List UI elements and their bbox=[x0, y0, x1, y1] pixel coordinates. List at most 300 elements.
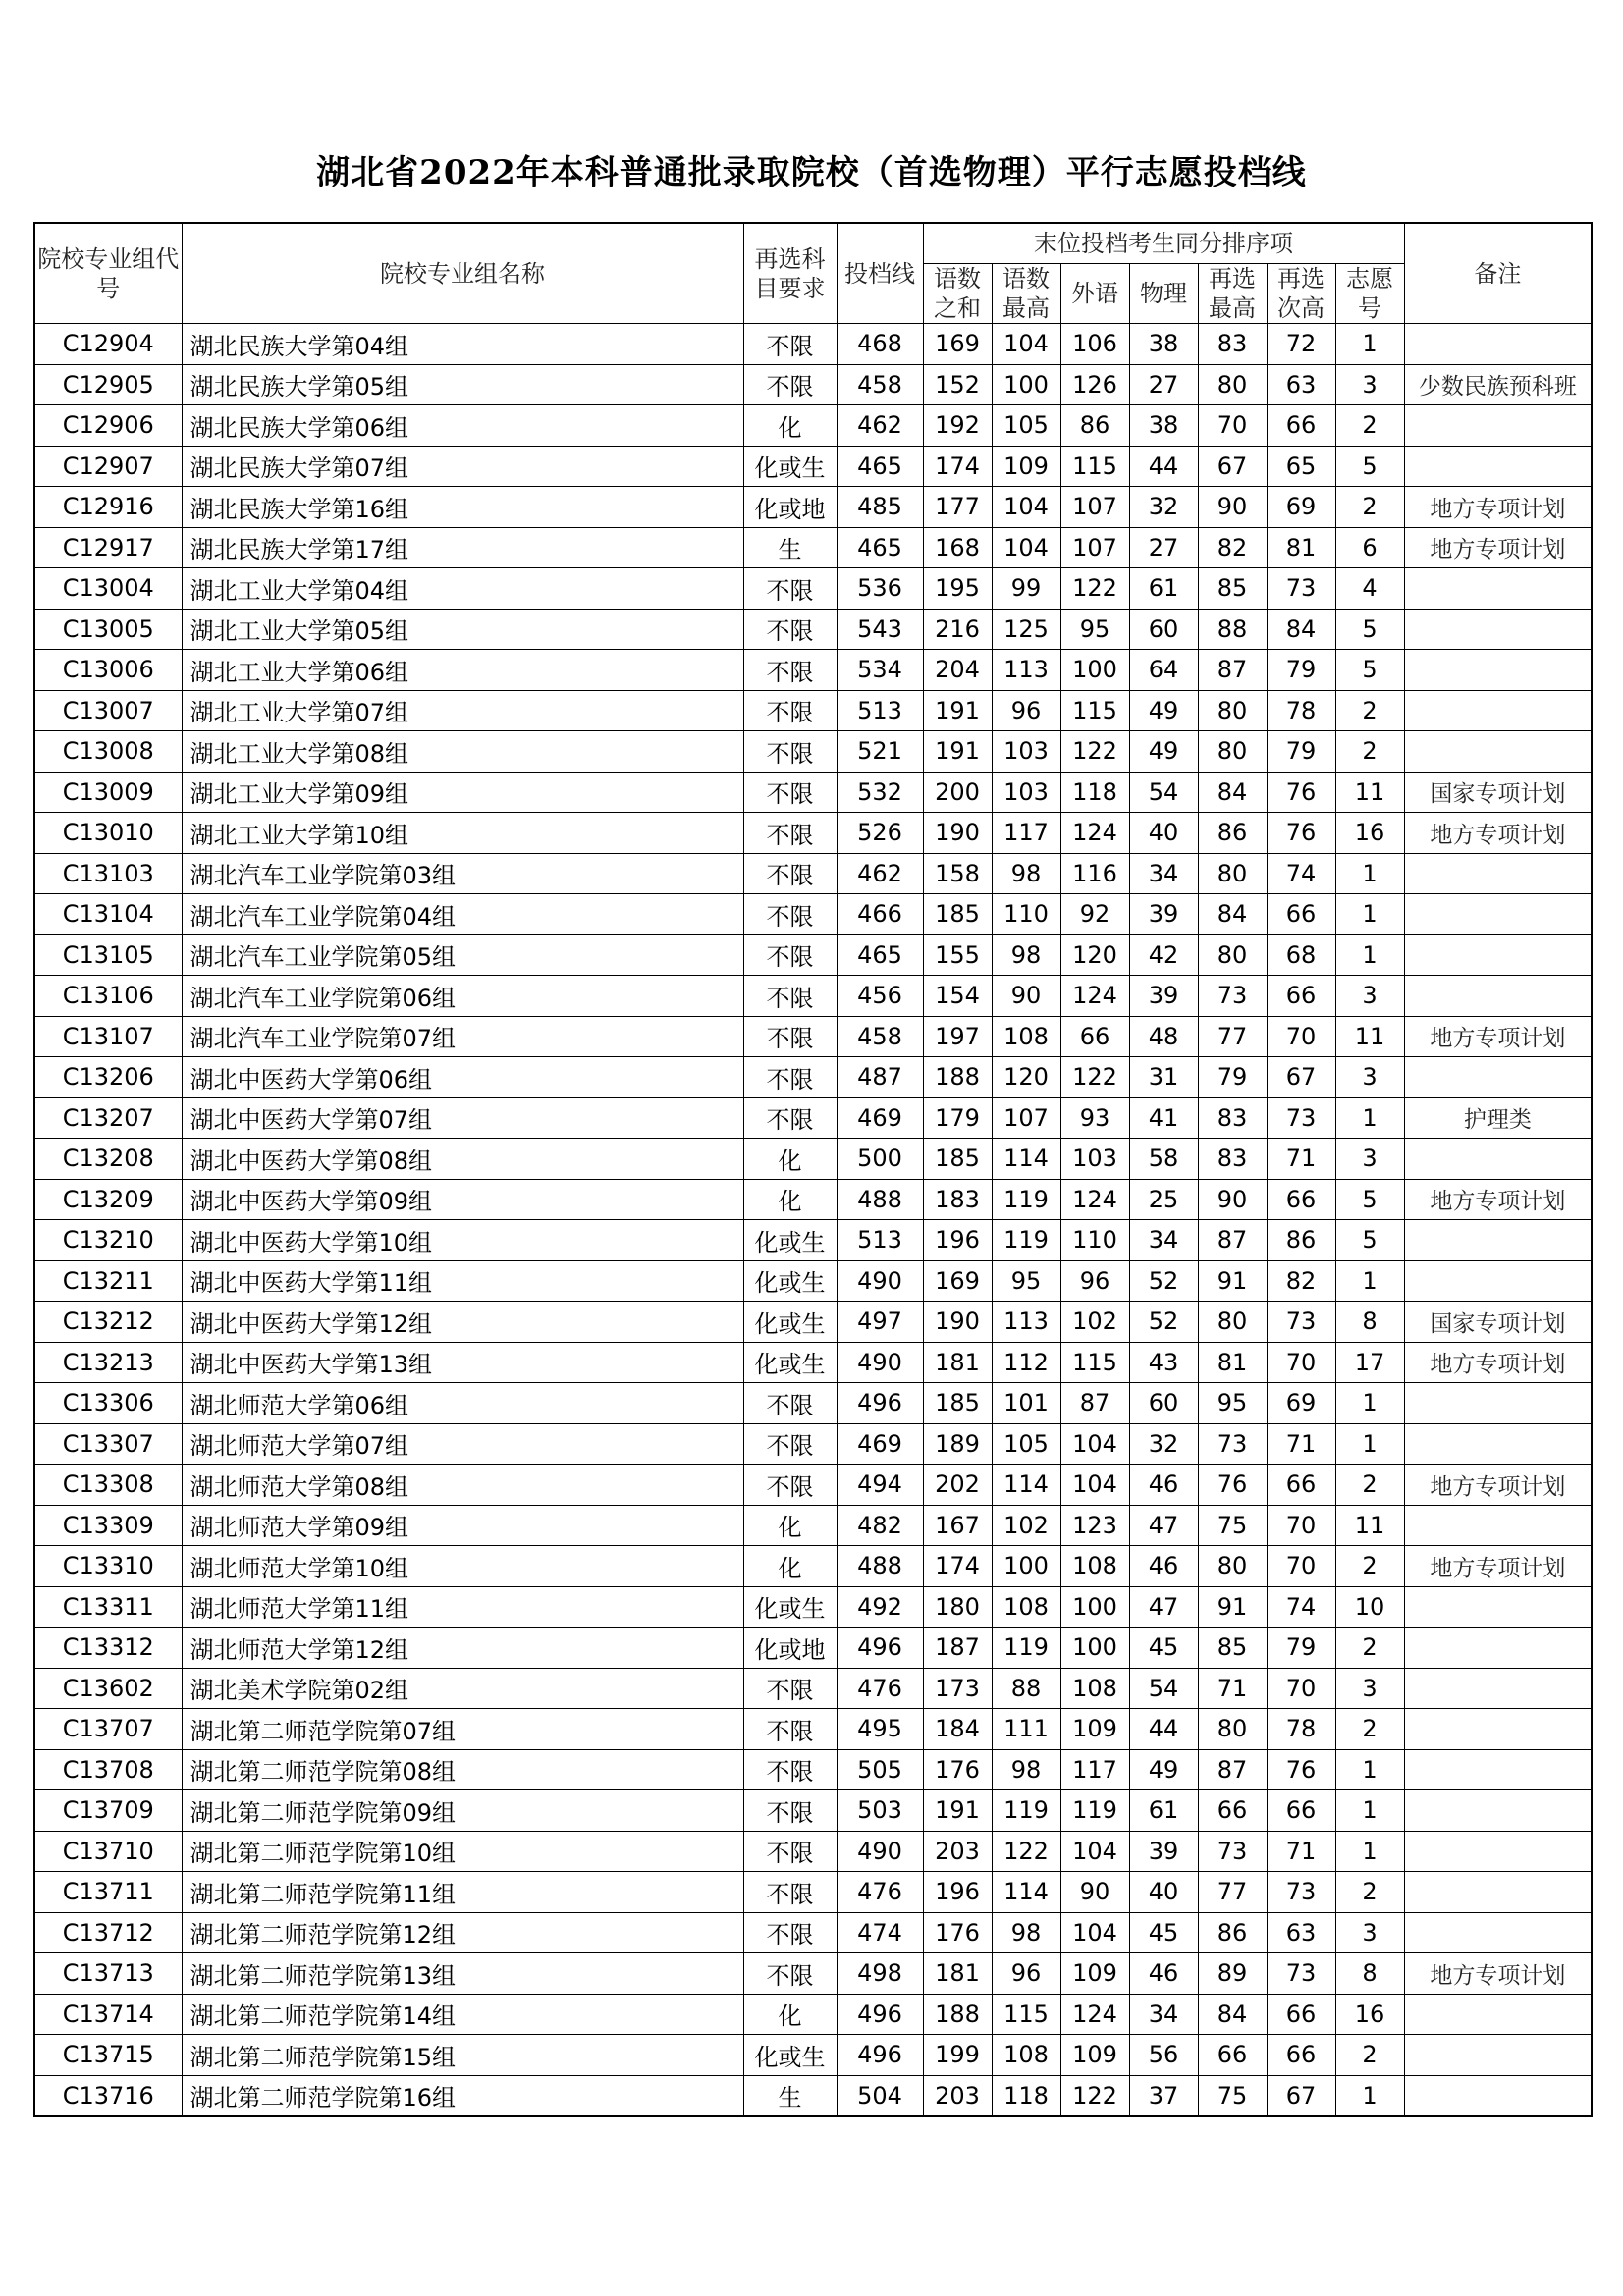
cell-note bbox=[1404, 324, 1592, 365]
table-row bbox=[34, 650, 1592, 691]
cell-chinese-math-max: 103 bbox=[992, 731, 1060, 773]
cell-chinese-math-sum: 185 bbox=[923, 1383, 992, 1424]
cell-code: C13107 bbox=[34, 1016, 182, 1057]
cell-foreign-language: 122 bbox=[1060, 731, 1129, 773]
cell-score: 536 bbox=[837, 568, 923, 610]
cell-foreign-language: 122 bbox=[1060, 2075, 1129, 2116]
header-sub-6: 志愿号 bbox=[1335, 264, 1404, 324]
cell-elective-max: 75 bbox=[1198, 2075, 1267, 2116]
cell-code: C13712 bbox=[34, 1912, 182, 1953]
table-row bbox=[34, 1097, 1592, 1139]
table-row bbox=[34, 731, 1592, 773]
cell-choice-number: 17 bbox=[1335, 1342, 1404, 1383]
cell-score: 465 bbox=[837, 446, 923, 487]
cell-note bbox=[1404, 1423, 1592, 1465]
table-row bbox=[34, 446, 1592, 487]
cell-score: 490 bbox=[837, 1831, 923, 1872]
cell-choice-number: 1 bbox=[1335, 853, 1404, 894]
cell-code: C13715 bbox=[34, 2035, 182, 2076]
table-row bbox=[34, 364, 1592, 405]
cell-elective-max: 66 bbox=[1198, 2035, 1267, 2076]
cell-elective-max: 86 bbox=[1198, 813, 1267, 854]
cell-foreign-language: 109 bbox=[1060, 1953, 1129, 1995]
cell-name: 湖北民族大学第17组 bbox=[182, 527, 743, 568]
cell-name: 湖北民族大学第04组 bbox=[182, 324, 743, 365]
cell-physics: 60 bbox=[1129, 1383, 1198, 1424]
table-row bbox=[34, 1383, 1592, 1424]
cell-name: 湖北中医药大学第08组 bbox=[182, 1139, 743, 1180]
cell-chinese-math-sum: 188 bbox=[923, 1057, 992, 1098]
cell-name: 湖北工业大学第06组 bbox=[182, 650, 743, 691]
cell-foreign-language: 96 bbox=[1060, 1260, 1129, 1302]
cell-code: C13709 bbox=[34, 1790, 182, 1832]
cell-score: 490 bbox=[837, 1260, 923, 1302]
cell-code: C13105 bbox=[34, 934, 182, 976]
cell-note bbox=[1404, 976, 1592, 1017]
cell-foreign-language: 115 bbox=[1060, 690, 1129, 731]
cell-requirement: 不限 bbox=[743, 1465, 837, 1506]
cell-physics: 61 bbox=[1129, 1790, 1198, 1832]
cell-chinese-math-sum: 152 bbox=[923, 364, 992, 405]
cell-requirement: 化或生 bbox=[743, 2035, 837, 2076]
cell-name: 湖北师范大学第06组 bbox=[182, 1383, 743, 1424]
cell-name: 湖北美术学院第02组 bbox=[182, 1668, 743, 1709]
cell-requirement: 不限 bbox=[743, 324, 837, 365]
cell-code: C13602 bbox=[34, 1668, 182, 1709]
cell-chinese-math-max: 109 bbox=[992, 446, 1060, 487]
cell-elective-second: 73 bbox=[1267, 568, 1335, 610]
cell-score: 496 bbox=[837, 1628, 923, 1669]
cell-code: C13207 bbox=[34, 1097, 182, 1139]
cell-score: 458 bbox=[837, 1016, 923, 1057]
cell-requirement: 不限 bbox=[743, 1423, 837, 1465]
cell-requirement: 生 bbox=[743, 527, 837, 568]
cell-code: C13009 bbox=[34, 772, 182, 813]
cell-name: 湖北师范大学第11组 bbox=[182, 1586, 743, 1628]
table-row bbox=[34, 1953, 1592, 1995]
cell-elective-second: 79 bbox=[1267, 650, 1335, 691]
cell-choice-number: 3 bbox=[1335, 1912, 1404, 1953]
cell-chinese-math-sum: 202 bbox=[923, 1465, 992, 1506]
cell-chinese-math-max: 112 bbox=[992, 1342, 1060, 1383]
cell-note bbox=[1404, 1912, 1592, 1953]
cell-code: C13307 bbox=[34, 1423, 182, 1465]
cell-code: C13104 bbox=[34, 894, 182, 935]
cell-choice-number: 5 bbox=[1335, 609, 1404, 650]
cell-name: 湖北汽车工业学院第03组 bbox=[182, 853, 743, 894]
header-sub-0: 语数之和 bbox=[923, 264, 992, 324]
cell-foreign-language: 66 bbox=[1060, 1016, 1129, 1057]
cell-elective-max: 71 bbox=[1198, 1668, 1267, 1709]
cell-chinese-math-max: 119 bbox=[992, 1220, 1060, 1261]
cell-elective-second: 81 bbox=[1267, 527, 1335, 568]
cell-physics: 61 bbox=[1129, 568, 1198, 610]
cell-name: 湖北中医药大学第11组 bbox=[182, 1260, 743, 1302]
cell-elective-max: 79 bbox=[1198, 1057, 1267, 1098]
cell-elective-max: 75 bbox=[1198, 1505, 1267, 1546]
cell-chinese-math-sum: 185 bbox=[923, 1139, 992, 1180]
cell-elective-max: 81 bbox=[1198, 1342, 1267, 1383]
cell-physics: 46 bbox=[1129, 1465, 1198, 1506]
cell-choice-number: 5 bbox=[1335, 446, 1404, 487]
cell-note: 地方专项计划 bbox=[1404, 487, 1592, 528]
cell-physics: 56 bbox=[1129, 2035, 1198, 2076]
cell-note: 护理类 bbox=[1404, 1097, 1592, 1139]
cell-physics: 31 bbox=[1129, 1057, 1198, 1098]
cell-chinese-math-max: 98 bbox=[992, 934, 1060, 976]
cell-chinese-math-max: 100 bbox=[992, 364, 1060, 405]
cell-code: C12916 bbox=[34, 487, 182, 528]
cell-foreign-language: 92 bbox=[1060, 894, 1129, 935]
cell-chinese-math-sum: 167 bbox=[923, 1505, 992, 1546]
table-row bbox=[34, 1831, 1592, 1872]
header-note: 备注 bbox=[1404, 223, 1592, 324]
cell-physics: 32 bbox=[1129, 1423, 1198, 1465]
cell-foreign-language: 107 bbox=[1060, 487, 1129, 528]
cell-requirement: 化或地 bbox=[743, 487, 837, 528]
cell-elective-max: 80 bbox=[1198, 934, 1267, 976]
cell-choice-number: 2 bbox=[1335, 1628, 1404, 1669]
table-row bbox=[34, 772, 1592, 813]
cell-chinese-math-sum: 203 bbox=[923, 2075, 992, 2116]
cell-foreign-language: 124 bbox=[1060, 1994, 1129, 2035]
cell-score: 497 bbox=[837, 1302, 923, 1343]
cell-chinese-math-max: 108 bbox=[992, 2035, 1060, 2076]
cell-requirement: 不限 bbox=[743, 1872, 837, 1913]
cell-foreign-language: 100 bbox=[1060, 1586, 1129, 1628]
cell-code: C13707 bbox=[34, 1709, 182, 1750]
cell-code: C13212 bbox=[34, 1302, 182, 1343]
cell-choice-number: 11 bbox=[1335, 1505, 1404, 1546]
cell-chinese-math-max: 103 bbox=[992, 772, 1060, 813]
cell-chinese-math-sum: 181 bbox=[923, 1953, 992, 1995]
cell-elective-max: 89 bbox=[1198, 1953, 1267, 1995]
cell-chinese-math-max: 114 bbox=[992, 1139, 1060, 1180]
cell-foreign-language: 122 bbox=[1060, 1057, 1129, 1098]
cell-foreign-language: 104 bbox=[1060, 1831, 1129, 1872]
cell-choice-number: 1 bbox=[1335, 934, 1404, 976]
cell-note bbox=[1404, 1628, 1592, 1669]
cell-choice-number: 8 bbox=[1335, 1953, 1404, 1995]
cell-chinese-math-max: 114 bbox=[992, 1872, 1060, 1913]
cell-note: 地方专项计划 bbox=[1404, 527, 1592, 568]
cell-requirement: 不限 bbox=[743, 1057, 837, 1098]
cell-choice-number: 2 bbox=[1335, 731, 1404, 773]
cell-code: C13312 bbox=[34, 1628, 182, 1669]
cell-chinese-math-sum: 155 bbox=[923, 934, 992, 976]
cell-score: 505 bbox=[837, 1749, 923, 1790]
cell-note: 地方专项计划 bbox=[1404, 1342, 1592, 1383]
cell-name: 湖北中医药大学第12组 bbox=[182, 1302, 743, 1343]
cell-chinese-math-max: 119 bbox=[992, 1179, 1060, 1220]
cell-score: 496 bbox=[837, 1994, 923, 2035]
header-sub-4: 再选最高 bbox=[1198, 264, 1267, 324]
cell-name: 湖北第二师范学院第07组 bbox=[182, 1709, 743, 1750]
cell-choice-number: 3 bbox=[1335, 364, 1404, 405]
cell-score: 521 bbox=[837, 731, 923, 773]
cell-foreign-language: 100 bbox=[1060, 650, 1129, 691]
cell-choice-number: 16 bbox=[1335, 1994, 1404, 2035]
cell-score: 482 bbox=[837, 1505, 923, 1546]
cell-elective-second: 66 bbox=[1267, 2035, 1335, 2076]
cell-code: C13714 bbox=[34, 1994, 182, 2035]
cell-elective-second: 67 bbox=[1267, 1057, 1335, 1098]
cell-code: C13010 bbox=[34, 813, 182, 854]
cell-note bbox=[1404, 1872, 1592, 1913]
table-row bbox=[34, 1179, 1592, 1220]
cell-chinese-math-sum: 200 bbox=[923, 772, 992, 813]
cell-requirement: 化 bbox=[743, 1139, 837, 1180]
cell-chinese-math-max: 113 bbox=[992, 1302, 1060, 1343]
cell-chinese-math-sum: 173 bbox=[923, 1668, 992, 1709]
cell-name: 湖北民族大学第16组 bbox=[182, 487, 743, 528]
cell-chinese-math-max: 120 bbox=[992, 1057, 1060, 1098]
cell-physics: 34 bbox=[1129, 853, 1198, 894]
cell-foreign-language: 119 bbox=[1060, 1790, 1129, 1832]
cell-requirement: 不限 bbox=[743, 894, 837, 935]
cell-choice-number: 5 bbox=[1335, 1220, 1404, 1261]
cell-note bbox=[1404, 1831, 1592, 1872]
cell-name: 湖北第二师范学院第15组 bbox=[182, 2035, 743, 2076]
cell-code: C13710 bbox=[34, 1831, 182, 1872]
cell-name: 湖北第二师范学院第08组 bbox=[182, 1749, 743, 1790]
cell-choice-number: 5 bbox=[1335, 1179, 1404, 1220]
cell-note bbox=[1404, 446, 1592, 487]
table-row bbox=[34, 934, 1592, 976]
cell-code: C13211 bbox=[34, 1260, 182, 1302]
cell-name: 湖北第二师范学院第13组 bbox=[182, 1953, 743, 1995]
cell-chinese-math-sum: 174 bbox=[923, 1546, 992, 1587]
cell-score: 504 bbox=[837, 2075, 923, 2116]
cell-physics: 39 bbox=[1129, 894, 1198, 935]
table-row bbox=[34, 894, 1592, 935]
cell-score: 503 bbox=[837, 1790, 923, 1832]
cell-physics: 44 bbox=[1129, 1709, 1198, 1750]
cell-elective-second: 66 bbox=[1267, 894, 1335, 935]
cell-requirement: 不限 bbox=[743, 813, 837, 854]
cell-name: 湖北汽车工业学院第07组 bbox=[182, 1016, 743, 1057]
cell-requirement: 化或生 bbox=[743, 1220, 837, 1261]
cell-score: 485 bbox=[837, 487, 923, 528]
cell-physics: 38 bbox=[1129, 405, 1198, 447]
cell-elective-max: 80 bbox=[1198, 731, 1267, 773]
header-sub-1: 语数最高 bbox=[992, 264, 1060, 324]
table-row bbox=[34, 405, 1592, 447]
cell-requirement: 不限 bbox=[743, 609, 837, 650]
cell-choice-number: 2 bbox=[1335, 1546, 1404, 1587]
cell-score: 468 bbox=[837, 324, 923, 365]
cell-chinese-math-max: 119 bbox=[992, 1628, 1060, 1669]
cell-foreign-language: 86 bbox=[1060, 405, 1129, 447]
cell-note bbox=[1404, 1586, 1592, 1628]
cell-note bbox=[1404, 1505, 1592, 1546]
cell-chinese-math-max: 108 bbox=[992, 1586, 1060, 1628]
cell-elective-max: 73 bbox=[1198, 976, 1267, 1017]
cell-code: C13306 bbox=[34, 1383, 182, 1424]
cell-elective-max: 80 bbox=[1198, 690, 1267, 731]
cell-foreign-language: 118 bbox=[1060, 772, 1129, 813]
cell-choice-number: 4 bbox=[1335, 568, 1404, 610]
cell-score: 495 bbox=[837, 1709, 923, 1750]
cell-elective-max: 80 bbox=[1198, 853, 1267, 894]
table-row bbox=[34, 1016, 1592, 1057]
cell-choice-number: 6 bbox=[1335, 527, 1404, 568]
cell-foreign-language: 124 bbox=[1060, 813, 1129, 854]
cell-elective-max: 80 bbox=[1198, 1546, 1267, 1587]
cell-code: C13005 bbox=[34, 609, 182, 650]
cell-choice-number: 2 bbox=[1335, 690, 1404, 731]
cell-elective-max: 90 bbox=[1198, 487, 1267, 528]
cell-score: 494 bbox=[837, 1465, 923, 1506]
table-row bbox=[34, 853, 1592, 894]
cell-name: 湖北师范大学第10组 bbox=[182, 1546, 743, 1587]
cell-chinese-math-max: 105 bbox=[992, 405, 1060, 447]
cell-chinese-math-max: 107 bbox=[992, 1097, 1060, 1139]
cell-note: 地方专项计划 bbox=[1404, 1016, 1592, 1057]
cell-elective-max: 85 bbox=[1198, 1628, 1267, 1669]
cell-physics: 44 bbox=[1129, 446, 1198, 487]
cell-name: 湖北第二师范学院第14组 bbox=[182, 1994, 743, 2035]
cell-note: 国家专项计划 bbox=[1404, 772, 1592, 813]
cell-chinese-math-max: 100 bbox=[992, 1546, 1060, 1587]
cell-foreign-language: 108 bbox=[1060, 1546, 1129, 1587]
cell-physics: 64 bbox=[1129, 650, 1198, 691]
cell-elective-max: 84 bbox=[1198, 894, 1267, 935]
cell-physics: 46 bbox=[1129, 1546, 1198, 1587]
cell-chinese-math-sum: 216 bbox=[923, 609, 992, 650]
cell-code: C13213 bbox=[34, 1342, 182, 1383]
cell-elective-second: 79 bbox=[1267, 731, 1335, 773]
cell-note bbox=[1404, 894, 1592, 935]
table-row bbox=[34, 1749, 1592, 1790]
cell-note: 地方专项计划 bbox=[1404, 813, 1592, 854]
header-code: 院校专业组代号 bbox=[34, 223, 182, 324]
cell-elective-max: 91 bbox=[1198, 1260, 1267, 1302]
cell-foreign-language: 115 bbox=[1060, 446, 1129, 487]
cell-elective-max: 83 bbox=[1198, 1139, 1267, 1180]
cell-foreign-language: 109 bbox=[1060, 1709, 1129, 1750]
cell-chinese-math-sum: 176 bbox=[923, 1749, 992, 1790]
cell-code: C13209 bbox=[34, 1179, 182, 1220]
table-row bbox=[34, 1872, 1592, 1913]
cell-code: C13206 bbox=[34, 1057, 182, 1098]
cell-chinese-math-max: 102 bbox=[992, 1505, 1060, 1546]
cell-foreign-language: 124 bbox=[1060, 976, 1129, 1017]
cell-choice-number: 1 bbox=[1335, 1383, 1404, 1424]
cell-chinese-math-max: 117 bbox=[992, 813, 1060, 854]
cell-score: 469 bbox=[837, 1097, 923, 1139]
cell-elective-second: 63 bbox=[1267, 364, 1335, 405]
cell-foreign-language: 115 bbox=[1060, 1342, 1129, 1383]
cell-note bbox=[1404, 934, 1592, 976]
cell-name: 湖北工业大学第07组 bbox=[182, 690, 743, 731]
cell-score: 462 bbox=[837, 405, 923, 447]
cell-requirement: 生 bbox=[743, 2075, 837, 2116]
cell-note bbox=[1404, 568, 1592, 610]
cell-note bbox=[1404, 1139, 1592, 1180]
cell-score: 476 bbox=[837, 1668, 923, 1709]
header-sub-3: 物理 bbox=[1129, 264, 1198, 324]
cell-code: C13310 bbox=[34, 1546, 182, 1587]
cell-physics: 58 bbox=[1129, 1139, 1198, 1180]
cell-code: C13103 bbox=[34, 853, 182, 894]
cell-requirement: 化 bbox=[743, 1179, 837, 1220]
cell-elective-max: 82 bbox=[1198, 527, 1267, 568]
cell-code: C12905 bbox=[34, 364, 182, 405]
cell-choice-number: 3 bbox=[1335, 1668, 1404, 1709]
cell-requirement: 不限 bbox=[743, 1097, 837, 1139]
cell-elective-max: 86 bbox=[1198, 1912, 1267, 1953]
cell-elective-second: 66 bbox=[1267, 1179, 1335, 1220]
cell-chinese-math-sum: 196 bbox=[923, 1220, 992, 1261]
cell-chinese-math-sum: 154 bbox=[923, 976, 992, 1017]
cell-note bbox=[1404, 1383, 1592, 1424]
cell-chinese-math-sum: 199 bbox=[923, 2035, 992, 2076]
cell-note: 地方专项计划 bbox=[1404, 1179, 1592, 1220]
table-row bbox=[34, 1260, 1592, 1302]
cell-code: C13210 bbox=[34, 1220, 182, 1261]
cell-elective-second: 84 bbox=[1267, 609, 1335, 650]
cell-elective-second: 76 bbox=[1267, 813, 1335, 854]
cell-elective-second: 71 bbox=[1267, 1423, 1335, 1465]
cell-score: 490 bbox=[837, 1342, 923, 1383]
cell-physics: 25 bbox=[1129, 1179, 1198, 1220]
cell-requirement: 不限 bbox=[743, 568, 837, 610]
cell-score: 513 bbox=[837, 1220, 923, 1261]
cell-elective-max: 87 bbox=[1198, 650, 1267, 691]
cell-name: 湖北师范大学第08组 bbox=[182, 1465, 743, 1506]
cell-chinese-math-sum: 188 bbox=[923, 1994, 992, 2035]
cell-note: 地方专项计划 bbox=[1404, 1465, 1592, 1506]
cell-elective-second: 67 bbox=[1267, 2075, 1335, 2116]
cell-requirement: 不限 bbox=[743, 1016, 837, 1057]
cell-elective-max: 70 bbox=[1198, 405, 1267, 447]
cell-chinese-math-sum: 169 bbox=[923, 324, 992, 365]
cell-name: 湖北工业大学第08组 bbox=[182, 731, 743, 773]
cell-elective-max: 76 bbox=[1198, 1465, 1267, 1506]
cell-elective-max: 87 bbox=[1198, 1749, 1267, 1790]
cell-physics: 34 bbox=[1129, 1220, 1198, 1261]
table-row bbox=[34, 324, 1592, 365]
cell-physics: 42 bbox=[1129, 934, 1198, 976]
cell-choice-number: 5 bbox=[1335, 650, 1404, 691]
cell-score: 466 bbox=[837, 894, 923, 935]
cell-requirement: 不限 bbox=[743, 853, 837, 894]
cell-score: 462 bbox=[837, 853, 923, 894]
cell-requirement: 不限 bbox=[743, 1668, 837, 1709]
admission-score-table bbox=[33, 222, 1593, 2117]
cell-chinese-math-max: 98 bbox=[992, 1749, 1060, 1790]
cell-code: C13006 bbox=[34, 650, 182, 691]
cell-physics: 48 bbox=[1129, 1016, 1198, 1057]
cell-requirement: 不限 bbox=[743, 1953, 837, 1995]
cell-note bbox=[1404, 731, 1592, 773]
cell-foreign-language: 108 bbox=[1060, 1668, 1129, 1709]
cell-physics: 39 bbox=[1129, 976, 1198, 1017]
cell-elective-max: 67 bbox=[1198, 446, 1267, 487]
cell-foreign-language: 110 bbox=[1060, 1220, 1129, 1261]
cell-foreign-language: 102 bbox=[1060, 1302, 1129, 1343]
cell-score: 474 bbox=[837, 1912, 923, 1953]
cell-score: 492 bbox=[837, 1586, 923, 1628]
table-row bbox=[34, 1423, 1592, 1465]
cell-chinese-math-max: 119 bbox=[992, 1790, 1060, 1832]
cell-physics: 32 bbox=[1129, 487, 1198, 528]
cell-elective-second: 72 bbox=[1267, 324, 1335, 365]
table-header bbox=[34, 223, 1592, 324]
cell-code: C13208 bbox=[34, 1139, 182, 1180]
cell-physics: 38 bbox=[1129, 324, 1198, 365]
